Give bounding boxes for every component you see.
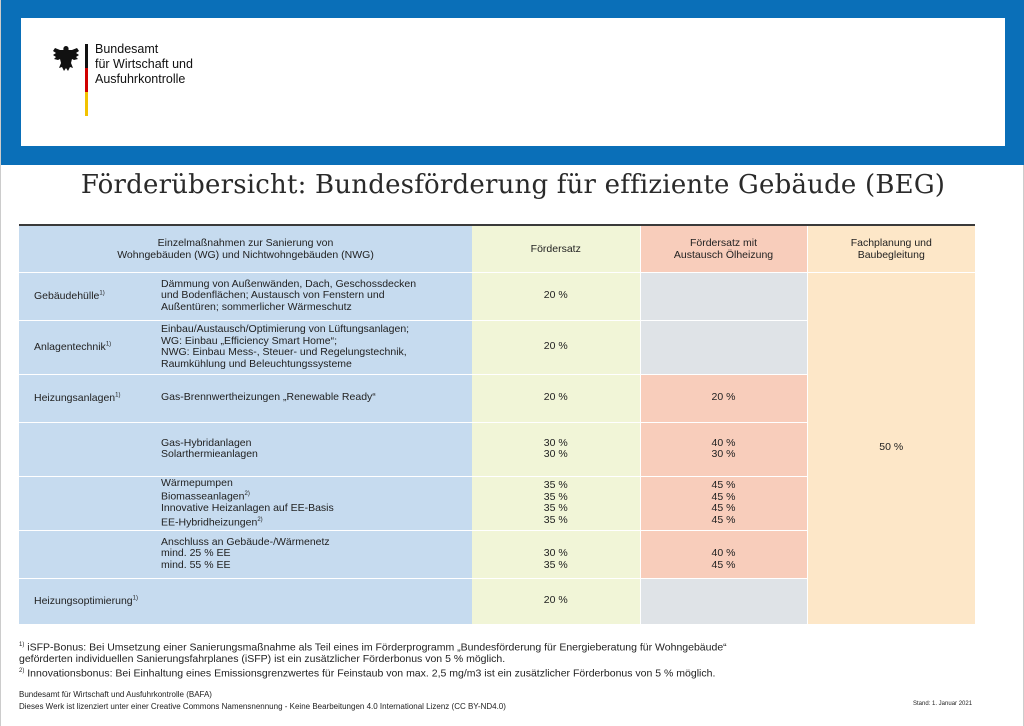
header-band xyxy=(1,0,1024,165)
row-oil-rate xyxy=(640,422,807,476)
footnote-1-text: iSFP-Bonus: Bei Umsetzung einer Sanierungsmaßnahme als Teil eines im Förderprogramm „Bundesförderung für Energieberatung für Wohngebäude“ xyxy=(27,641,727,654)
header-planning-line-1: Fachplanung und xyxy=(850,236,932,249)
table-row xyxy=(19,272,975,320)
header-oil-rate xyxy=(640,225,807,272)
oil-rate-value: 30 % xyxy=(711,448,736,460)
flag-stripe-black xyxy=(85,44,88,68)
row-description xyxy=(159,530,472,578)
description-text: Gas-Brennwertheizungen „Renewable Ready“ xyxy=(161,391,376,404)
flag-stripe-gold xyxy=(85,92,88,116)
row-rate xyxy=(472,578,640,624)
flag-stripe xyxy=(85,44,88,116)
header-panel xyxy=(21,18,1005,146)
row-description xyxy=(159,374,472,422)
rate-value: 35 % xyxy=(543,558,568,571)
footnote-1-marker: 1) xyxy=(19,642,25,648)
oil-rate-value: 40 % xyxy=(711,436,736,449)
flag-stripe-red xyxy=(85,68,88,92)
footnote-2 xyxy=(19,666,999,680)
description-text: mind. 25 % EE xyxy=(161,547,231,560)
description-line xyxy=(161,359,472,371)
row-rate xyxy=(472,320,640,374)
category-footnote-marker: 1) xyxy=(105,341,112,348)
rate-value: 30 % xyxy=(543,436,568,449)
header-planning xyxy=(807,225,975,272)
row-description xyxy=(159,476,472,530)
rate-value: 35 % xyxy=(543,490,568,503)
rate-value: 30 % xyxy=(543,448,568,460)
logo-line-3: Ausfuhrkontrolle xyxy=(95,72,186,86)
description-line xyxy=(161,449,472,461)
row-oil-rate xyxy=(640,578,807,624)
description-line xyxy=(161,489,472,503)
row-rate xyxy=(472,272,640,320)
row-category xyxy=(19,530,159,578)
row-description xyxy=(159,272,472,320)
table-header-row xyxy=(19,225,975,272)
footer-publisher: Bundesamt für Wirtschaft und Ausfuhrkontrolle (BAFA) xyxy=(19,690,212,699)
rate-value: 20 % xyxy=(543,391,568,404)
description-line xyxy=(161,515,472,529)
row-category xyxy=(19,476,159,530)
description-text: Wärmepumpen xyxy=(161,476,233,489)
rate-value: 20 % xyxy=(543,340,568,353)
description-text: Dämmung von Außenwänden, Dach, Geschossdecken xyxy=(161,277,417,290)
row-rate xyxy=(472,422,640,476)
category-label: Gebäudehülle xyxy=(34,290,100,302)
footnotes xyxy=(19,640,999,680)
row-rate xyxy=(472,530,640,578)
oil-rate-value: 45 % xyxy=(711,490,736,503)
description-text: Anschluss an Gebäude-/Wärmenetz xyxy=(161,535,330,548)
row-oil-rate xyxy=(640,374,807,422)
description-text: Solarthermieanlagen xyxy=(161,448,258,460)
description-footnote-marker: 2) xyxy=(244,491,250,497)
logo-line-2: für Wirtschaft und xyxy=(95,57,193,71)
description-line xyxy=(161,478,472,490)
description-text: und Bodenflächen; Austausch von Fenstern und xyxy=(161,289,385,302)
row-oil-rate xyxy=(640,272,807,320)
federal-eagle-icon xyxy=(51,44,81,74)
row-category xyxy=(19,272,159,320)
footer xyxy=(19,689,506,713)
description-text: EE-Hybridheizungen xyxy=(161,516,258,528)
header-rate: Fördersatz xyxy=(472,225,640,272)
row-oil-rate xyxy=(640,320,807,374)
description-text: Raumkühlung und Beleuchtungssysteme xyxy=(161,357,352,370)
header-oil-line-2: Austausch Ölheizung xyxy=(673,248,774,261)
header-measures xyxy=(19,225,472,272)
header-measures-line-2: Wohngebäuden (WG) und Nichtwohngebäuden (NWG) xyxy=(117,248,374,261)
category-label: Heizungsanlagen xyxy=(34,392,116,404)
description-text: Biomasseanlagen xyxy=(161,490,245,503)
footer-license: Dieses Werk ist lizenziert unter einer Creative Commons Namensnennung - Keine Bearbeitungen 4.0 International Lizenz (CC BY-ND4.0) xyxy=(19,702,506,711)
rate-value: 35 % xyxy=(543,502,568,514)
rate-value: 20 % xyxy=(543,594,568,607)
description-text: WG: Einbau „Efficiency Smart Home“; xyxy=(161,334,338,347)
row-category xyxy=(19,422,159,476)
oil-rate-value: 45 % xyxy=(711,513,736,526)
rate-value: 20 % xyxy=(543,289,568,302)
header-planning-line-2: Baubegleitung xyxy=(857,248,925,261)
row-rate xyxy=(472,476,640,530)
rate-value: 35 % xyxy=(543,513,568,526)
description-line xyxy=(161,392,472,404)
category-footnote-marker: 1) xyxy=(99,290,105,297)
planning-rate: 50 % xyxy=(807,272,975,624)
category-label: Anlagentechnik xyxy=(34,341,106,353)
description-text: Einbau/Austausch/Optimierung von Lüftungsanlagen; xyxy=(161,323,410,335)
header-oil-line-1: Fördersatz mit xyxy=(689,236,758,249)
row-category xyxy=(19,374,159,422)
funding-table xyxy=(19,224,975,625)
oil-rate-value: 45 % xyxy=(711,502,736,514)
oil-rate-value: 20 % xyxy=(711,391,736,404)
row-description xyxy=(159,320,472,374)
description-line xyxy=(161,560,472,572)
logo-line-1: Bundesamt xyxy=(95,42,159,56)
footnote-2-text: Innovationsbonus: Bei Einhaltung eines Emissionsgrenzwertes für Feinstaub von max. 2,5 mg/m3 ist ein zusätzlicher Förderbonus von 5 % möglich. xyxy=(27,667,716,679)
oil-rate-value: 40 % xyxy=(711,547,736,560)
oil-rate-value: 45 % xyxy=(711,479,736,491)
description-text: Innovative Heizanlagen auf EE-Basis xyxy=(161,502,334,514)
description-text: mind. 55 % EE xyxy=(161,558,231,571)
oil-rate-value: 45 % xyxy=(711,558,736,571)
category-label: Heizungsoptimierung xyxy=(34,595,133,607)
rate-value: 30 % xyxy=(543,547,568,560)
description-text: Außentüren; sommerlicher Wärmeschutz xyxy=(161,300,352,313)
category-footnote-marker: 1) xyxy=(115,392,121,399)
page-title: Förderübersicht: Bundesförderung für effiziente Gebäude (BEG) xyxy=(80,170,946,200)
footnote-1-line-1 xyxy=(19,640,999,654)
row-rate xyxy=(472,374,640,422)
bafa-logo xyxy=(51,42,221,122)
row-description xyxy=(159,578,472,624)
category-footnote-marker: 1) xyxy=(132,595,138,602)
description-text: NWG: Einbau Mess-, Steuer- und Regelungstechnik, xyxy=(161,346,407,358)
row-oil-rate xyxy=(640,530,807,578)
description-footnote-marker: 2) xyxy=(257,516,263,523)
row-oil-rate xyxy=(640,476,807,530)
footer-date: Stand: 1. Januar 2021 xyxy=(913,701,973,707)
header-measures-line-1: Einzelmaßnahmen zur Sanierung von xyxy=(157,236,334,249)
row-category xyxy=(19,320,159,374)
row-category xyxy=(19,578,159,624)
row-description xyxy=(159,422,472,476)
description-text: Gas-Hybridanlagen xyxy=(161,436,252,449)
footnote-1-line-2: geförderten individuellen Sanierungsfahrplanes (iSFP) ist ein zusätzlicher Förderbonus von 5 % möglich. xyxy=(19,653,506,665)
rate-value: 35 % xyxy=(543,479,568,491)
footnote-2-marker: 2) xyxy=(19,667,25,674)
logo-text xyxy=(95,42,193,87)
description-line xyxy=(161,503,472,515)
description-line xyxy=(161,302,472,314)
